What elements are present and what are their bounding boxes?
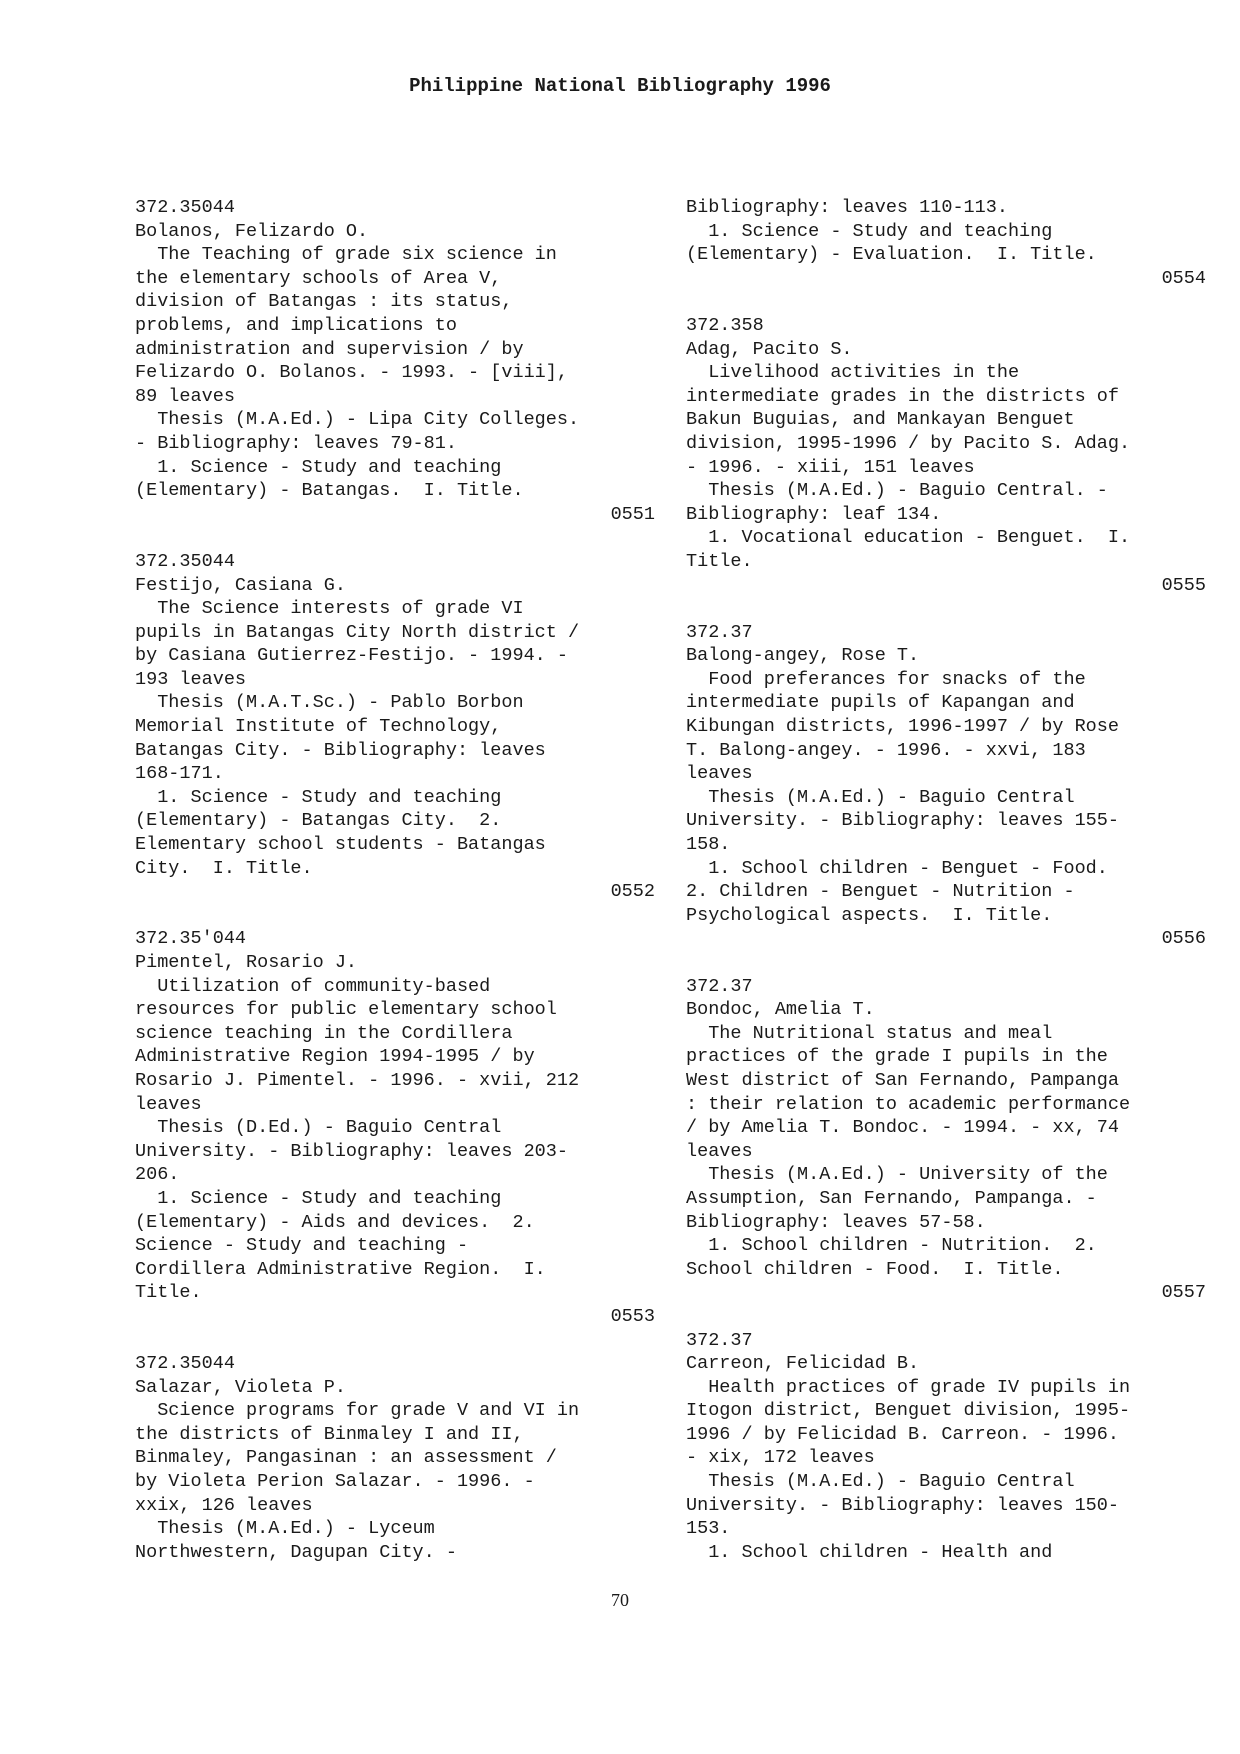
- entry-line: the districts of Binmaley I and II,: [135, 1423, 524, 1445]
- entry-line: 1. Science - Study and teaching: [135, 456, 502, 478]
- entry-line: intermediate grades in the districts of: [686, 385, 1119, 407]
- entry-line: 158.: [686, 834, 731, 856]
- entry-line: : their relation to academic performance: [686, 1093, 1131, 1115]
- entry-number: 0556: [1161, 928, 1206, 950]
- entry-line: Bibliography: leaves 57-58.: [686, 1211, 986, 1233]
- entry-line: Bakun Buguias, and Mankayan Benguet: [686, 409, 1075, 431]
- entry-line: intermediate pupils of Kapangan and: [686, 692, 1075, 714]
- entry-line: (Elementary) - Evaluation. I. Title.: [686, 244, 1097, 266]
- entry-spacer: [686, 1305, 1206, 1329]
- entry-spacer: [686, 951, 1206, 975]
- entry-line: 1. Science - Study and teaching: [135, 786, 502, 808]
- entry-line: division of Batangas : its status,: [135, 291, 513, 313]
- entry-line: pupils in Batangas City North district /: [135, 621, 580, 643]
- entry-line: The Nutritional status and meal: [686, 1022, 1053, 1044]
- entry-line: 2. Children - Benguet - Nutrition -: [686, 881, 1075, 903]
- bibliography-entry: [686, 196, 1206, 290]
- entry-line: Utilization of community-based: [135, 975, 491, 997]
- entry-line: Bolanos, Felizardo O.: [135, 220, 369, 242]
- bibliography-entry: [135, 550, 655, 904]
- entry-line: 168-171.: [135, 763, 224, 785]
- right-column: [686, 196, 1206, 1564]
- entry-line: 372.37: [686, 975, 753, 997]
- entry-line: Thesis (M.A.T.Sc.) - Pablo Borbon: [135, 692, 524, 714]
- entry-line: 1. School children - Health and: [686, 1541, 1053, 1563]
- entry-line: 89 leaves: [135, 385, 235, 407]
- entry-line: Bibliography: leaf 134.: [686, 503, 942, 525]
- entry-number: 0552: [610, 881, 655, 903]
- page-header: Philippine National Bibliography 1996: [409, 75, 831, 97]
- entry-line: Psychological aspects. I. Title.: [686, 904, 1053, 926]
- entry-spacer: [686, 290, 1206, 314]
- entry-line: the elementary schools of Area V,: [135, 267, 502, 289]
- entry-number: 0554: [1161, 267, 1206, 289]
- entry-line: Thesis (M.A.Ed.) - Baguio Central. -: [686, 480, 1108, 502]
- entry-line: practices of the grade I pupils in the: [686, 1046, 1108, 1068]
- entry-line: xxix, 126 leaves: [135, 1494, 313, 1516]
- entry-line: University. - Bibliography: leaves 150-: [686, 1494, 1119, 1516]
- entry-line: / by Amelia T. Bondoc. - 1994. - xx, 74: [686, 1117, 1119, 1139]
- entry-line: 206.: [135, 1164, 180, 1186]
- bibliography-entry: [686, 314, 1206, 597]
- entry-line: T. Balong-angey. - 1996. - xxvi, 183: [686, 739, 1086, 761]
- entry-spacer: [135, 1329, 655, 1353]
- entry-line: Festijo, Casiana G.: [135, 574, 346, 596]
- entry-line: administration and supervision / by: [135, 338, 524, 360]
- entry-line: The Science interests of grade VI: [135, 598, 524, 620]
- entry-line: Batangas City. - Bibliography: leaves: [135, 739, 546, 761]
- entry-line: Bibliography: leaves 110-113.: [686, 197, 1008, 218]
- entry-line: Administrative Region 1994-1995 / by: [135, 1046, 535, 1068]
- entry-line: Thesis (D.Ed.) - Baguio Central: [135, 1117, 502, 1139]
- entry-line: 1. Science - Study and teaching: [135, 1187, 502, 1209]
- left-column: [135, 196, 655, 1564]
- entry-line: (Elementary) - Batangas City. 2.: [135, 810, 502, 832]
- entry-line: 372.35044: [135, 550, 235, 572]
- entry-line: Salazar, Violeta P.: [135, 1376, 346, 1398]
- entry-line: division, 1995-1996 / by Pacito S. Adag.: [686, 432, 1131, 454]
- entry-line: Kibungan districts, 1996-1997 / by Rose: [686, 716, 1119, 738]
- entry-line: Health practices of grade IV pupils in: [686, 1376, 1131, 1398]
- bibliography-entry: [686, 621, 1206, 951]
- entry-line: 153.: [686, 1518, 731, 1540]
- entry-line: Thesis (M.A.Ed.) - Lyceum: [135, 1518, 435, 1540]
- entry-line: 1996 / by Felicidad B. Carreon. - 1996.: [686, 1423, 1119, 1445]
- entry-line: 372.358: [686, 314, 764, 336]
- entry-line: Food preferances for snacks of the: [686, 668, 1086, 690]
- entry-line: Northwestern, Dagupan City. -: [135, 1541, 457, 1563]
- entry-line: Adag, Pacito S.: [686, 338, 853, 360]
- entry-line: by Casiana Gutierrez-Festijo. - 1994. -: [135, 645, 568, 667]
- entry-line: University. - Bibliography: leaves 155-: [686, 810, 1119, 832]
- entry-line: leaves: [686, 763, 753, 785]
- entry-line: Rosario J. Pimentel. - 1996. - xvii, 212: [135, 1069, 580, 1091]
- bibliography-entry: [135, 196, 655, 526]
- entry-line: 372.35'044: [135, 928, 247, 950]
- entry-line: Title.: [686, 550, 753, 572]
- entry-line: Carreon, Felicidad B.: [686, 1353, 920, 1375]
- entry-line: science teaching in the Cordillera: [135, 1022, 513, 1044]
- entry-number: 0551: [610, 503, 655, 525]
- entry-number: 0557: [1161, 1282, 1206, 1304]
- entry-line: The Teaching of grade six science in: [135, 244, 557, 266]
- entry-line: Thesis (M.A.Ed.) - University of the: [686, 1164, 1108, 1186]
- entry-spacer: [135, 904, 655, 928]
- entry-line: resources for public elementary school: [135, 999, 557, 1021]
- entry-line: Binmaley, Pangasinan : an assessment /: [135, 1447, 557, 1469]
- entry-spacer: [686, 597, 1206, 621]
- entry-number: 0553: [610, 1305, 655, 1327]
- entry-line: Thesis (M.A.Ed.) - Baguio Central: [686, 786, 1075, 808]
- entry-line: West district of San Fernando, Pampanga: [686, 1069, 1119, 1091]
- entry-line: Itogon district, Benguet division, 1995-: [686, 1400, 1131, 1422]
- entry-line: Cordillera Administrative Region. I.: [135, 1258, 546, 1280]
- entry-line: - 1996. - xiii, 151 leaves: [686, 456, 975, 478]
- entry-line: Pimentel, Rosario J.: [135, 952, 358, 973]
- entry-line: 372.37: [686, 1329, 753, 1351]
- entry-line: Bondoc, Amelia T.: [686, 999, 875, 1021]
- entry-line: 193 leaves: [135, 668, 247, 690]
- entry-line: City. I. Title.: [135, 857, 313, 879]
- entry-line: Title.: [135, 1282, 202, 1304]
- entry-line: Balong-angey, Rose T.: [686, 645, 920, 667]
- entry-line: 372.35044: [135, 197, 235, 218]
- entry-line: 1. School children - Nutrition. 2.: [686, 1235, 1097, 1257]
- entry-line: 1. Science - Study and teaching: [686, 220, 1053, 242]
- entry-line: - Bibliography: leaves 79-81.: [135, 432, 457, 454]
- entry-line: 372.37: [686, 621, 753, 643]
- entry-line: Elementary school students - Batangas: [135, 834, 546, 856]
- entry-spacer: [135, 526, 655, 550]
- entry-line: problems, and implications to: [135, 314, 457, 336]
- entry-line: Felizardo O. Bolanos. - 1993. - [viii],: [135, 362, 568, 384]
- entry-line: Science programs for grade V and VI in: [135, 1400, 580, 1422]
- entry-line: 372.35044: [135, 1353, 235, 1375]
- entry-line: Livelihood activities in the: [686, 362, 1020, 384]
- entry-line: leaves: [686, 1140, 753, 1162]
- entry-line: Assumption, San Fernando, Pampanga. -: [686, 1187, 1097, 1209]
- entry-line: 1. Vocational education - Benguet. I.: [686, 527, 1131, 549]
- entry-line: - xix, 172 leaves: [686, 1447, 875, 1469]
- entry-number: 0555: [1161, 574, 1206, 596]
- entry-line: Science - Study and teaching -: [135, 1235, 469, 1257]
- entry-line: School children - Food. I. Title.: [686, 1258, 1064, 1280]
- bibliography-entry: [135, 1352, 655, 1564]
- entry-line: (Elementary) - Aids and devices. 2.: [135, 1211, 535, 1233]
- entry-line: by Violeta Perion Salazar. - 1996. -: [135, 1471, 535, 1493]
- bibliography-entry: [686, 975, 1206, 1305]
- bibliography-entry: [135, 927, 655, 1328]
- page-number: 70: [611, 1590, 629, 1610]
- entry-line: University. - Bibliography: leaves 203-: [135, 1140, 568, 1162]
- entry-line: Thesis (M.A.Ed.) - Lipa City Colleges.: [135, 409, 580, 431]
- entry-line: 1. School children - Benguet - Food.: [686, 857, 1108, 879]
- entry-line: leaves: [135, 1093, 202, 1115]
- entry-line: (Elementary) - Batangas. I. Title.: [135, 480, 524, 502]
- bibliography-entry: [686, 1329, 1206, 1565]
- entry-line: Memorial Institute of Technology,: [135, 716, 502, 738]
- entry-line: Thesis (M.A.Ed.) - Baguio Central: [686, 1471, 1075, 1493]
